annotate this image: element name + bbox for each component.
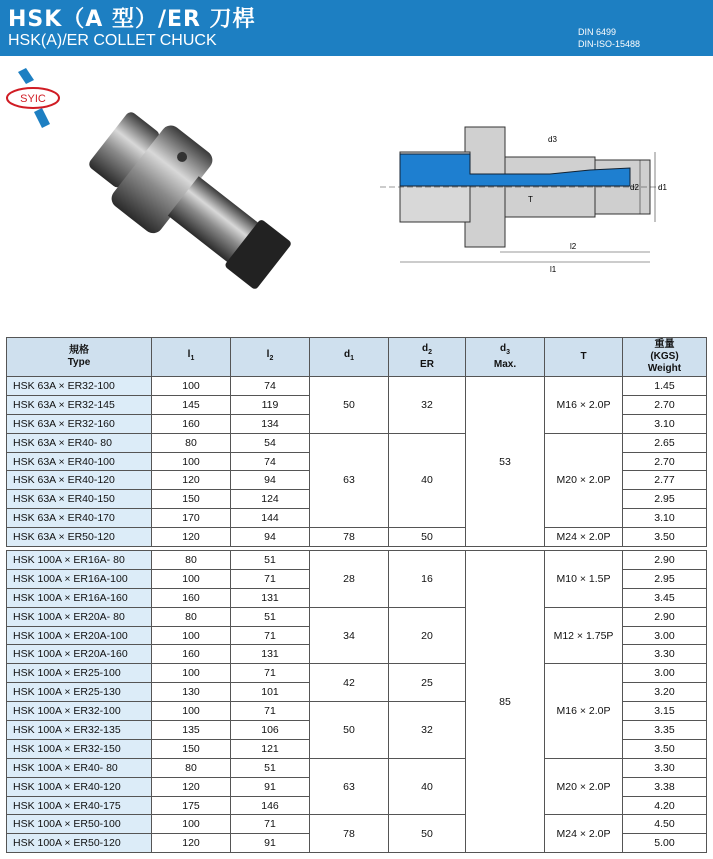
cell-weight: 3.50 bbox=[623, 528, 707, 547]
table-row bbox=[7, 377, 707, 396]
header-l2: $l_2$ bbox=[231, 338, 310, 377]
cell-l1: 100 bbox=[152, 569, 231, 588]
cell-weight: 3.30 bbox=[623, 758, 707, 777]
cell-type: HSK 100A × ER20A- 80 bbox=[7, 607, 152, 626]
cell-type: HSK 63A × ER32-145 bbox=[7, 395, 152, 414]
cell-l1: 80 bbox=[152, 758, 231, 777]
standard-din: DIN 6499 bbox=[578, 27, 617, 37]
cell-T: M24 × 2.0P bbox=[545, 528, 623, 547]
cell-d1: 50 bbox=[310, 702, 389, 759]
cell-type: HSK 100A × ER16A-160 bbox=[7, 588, 152, 607]
spec-table bbox=[6, 337, 707, 853]
cell-l1: 100 bbox=[152, 377, 231, 396]
cell-weight: 2.90 bbox=[623, 551, 707, 570]
cell-d3: 85 bbox=[466, 551, 545, 853]
technical-drawing bbox=[370, 112, 670, 292]
label-d2: d2 bbox=[630, 183, 639, 192]
cell-l2: 101 bbox=[231, 683, 310, 702]
cell-weight: 3.38 bbox=[623, 777, 707, 796]
cell-l2: 124 bbox=[231, 490, 310, 509]
cell-l1: 100 bbox=[152, 702, 231, 721]
cell-l1: 160 bbox=[152, 645, 231, 664]
cell-d1: 63 bbox=[310, 758, 389, 815]
cell-l1: 160 bbox=[152, 414, 231, 433]
cell-type: HSK 63A × ER40-170 bbox=[7, 509, 152, 528]
cell-weight: 3.10 bbox=[623, 509, 707, 528]
cell-d1: 63 bbox=[310, 433, 389, 527]
cell-weight: 3.10 bbox=[623, 414, 707, 433]
cell-d1: 34 bbox=[310, 607, 389, 664]
table-row bbox=[7, 607, 707, 626]
cell-l2: 71 bbox=[231, 815, 310, 834]
page-subtitle: HSK(A)/ER COLLET CHUCK bbox=[8, 32, 217, 49]
cell-d2: 25 bbox=[389, 664, 466, 702]
table-row bbox=[7, 528, 707, 547]
cell-weight: 1.45 bbox=[623, 377, 707, 396]
label-l2: l2 bbox=[570, 242, 577, 251]
cell-weight: 3.20 bbox=[623, 683, 707, 702]
cell-type: HSK 63A × ER40-120 bbox=[7, 471, 152, 490]
cell-d1: 78 bbox=[310, 528, 389, 547]
cell-type: HSK 100A × ER25-100 bbox=[7, 664, 152, 683]
cell-type: HSK 100A × ER40-175 bbox=[7, 796, 152, 815]
cell-type: HSK 100A × ER16A-100 bbox=[7, 569, 152, 588]
cell-T: M10 × 1.5P bbox=[545, 551, 623, 608]
cell-l2: 119 bbox=[231, 395, 310, 414]
cell-T: M20 × 2.0P bbox=[545, 758, 623, 815]
cell-d2: 32 bbox=[389, 377, 466, 434]
logo-text: SYIC bbox=[20, 93, 46, 105]
header-d2: $d_2$ ER bbox=[389, 338, 466, 377]
cell-weight: 4.20 bbox=[623, 796, 707, 815]
cell-l2: 94 bbox=[231, 528, 310, 547]
label-l1: l1 bbox=[550, 265, 557, 274]
cell-type: HSK 63A × ER50-120 bbox=[7, 528, 152, 547]
cell-type: HSK 63A × ER32-160 bbox=[7, 414, 152, 433]
header-l1: $l_1$ bbox=[152, 338, 231, 377]
cell-weight: 2.65 bbox=[623, 433, 707, 452]
table-row bbox=[7, 433, 707, 452]
cell-l1: 120 bbox=[152, 777, 231, 796]
cell-type: HSK 100A × ER40- 80 bbox=[7, 758, 152, 777]
cell-d2: 20 bbox=[389, 607, 466, 664]
product-photo bbox=[70, 110, 300, 310]
label-d3: d3 bbox=[548, 135, 557, 144]
cell-d1: 42 bbox=[310, 664, 389, 702]
cell-d3: 53 bbox=[466, 377, 545, 547]
cell-l1: 80 bbox=[152, 607, 231, 626]
cell-d2: 50 bbox=[389, 815, 466, 853]
cell-l2: 91 bbox=[231, 834, 310, 853]
cell-type: HSK 100A × ER50-120 bbox=[7, 834, 152, 853]
cell-l2: 121 bbox=[231, 739, 310, 758]
cell-type: HSK 100A × ER16A- 80 bbox=[7, 551, 152, 570]
cell-l1: 160 bbox=[152, 588, 231, 607]
cell-l1: 150 bbox=[152, 490, 231, 509]
cell-type: HSK 100A × ER32-135 bbox=[7, 721, 152, 740]
cell-l2: 74 bbox=[231, 452, 310, 471]
cell-T: M16 × 2.0P bbox=[545, 377, 623, 434]
cell-T: M16 × 2.0P bbox=[545, 664, 623, 758]
cell-weight: 5.00 bbox=[623, 834, 707, 853]
cell-l1: 120 bbox=[152, 528, 231, 547]
cell-l2: 74 bbox=[231, 377, 310, 396]
cell-d2: 50 bbox=[389, 528, 466, 547]
cell-T: M24 × 2.0P bbox=[545, 815, 623, 853]
cell-weight: 2.70 bbox=[623, 452, 707, 471]
cell-d2: 32 bbox=[389, 702, 466, 759]
table-row bbox=[7, 551, 707, 570]
cell-d1: 50 bbox=[310, 377, 389, 434]
header-banner bbox=[0, 0, 713, 56]
cell-l1: 80 bbox=[152, 551, 231, 570]
cell-d2: 16 bbox=[389, 551, 466, 608]
table-row bbox=[7, 758, 707, 777]
cell-type: HSK 100A × ER32-150 bbox=[7, 739, 152, 758]
cell-l1: 145 bbox=[152, 395, 231, 414]
cell-l2: 51 bbox=[231, 758, 310, 777]
cell-l1: 120 bbox=[152, 471, 231, 490]
cell-l1: 100 bbox=[152, 626, 231, 645]
table-row bbox=[7, 815, 707, 834]
page-title: HSK（A 型）/ER 刀桿 bbox=[8, 7, 256, 32]
cell-weight: 3.15 bbox=[623, 702, 707, 721]
cell-type: HSK 100A × ER50-100 bbox=[7, 815, 152, 834]
cell-weight: 3.50 bbox=[623, 739, 707, 758]
cell-type: HSK 100A × ER25-130 bbox=[7, 683, 152, 702]
cell-T: M12 × 1.75P bbox=[545, 607, 623, 664]
cell-type: HSK 63A × ER40-100 bbox=[7, 452, 152, 471]
cell-l1: 135 bbox=[152, 721, 231, 740]
cell-type: HSK 63A × ER40-150 bbox=[7, 490, 152, 509]
cell-l1: 170 bbox=[152, 509, 231, 528]
syic-logo bbox=[4, 66, 62, 130]
cell-l2: 146 bbox=[231, 796, 310, 815]
cell-l1: 80 bbox=[152, 433, 231, 452]
cell-weight: 3.45 bbox=[623, 588, 707, 607]
cell-d1: 78 bbox=[310, 815, 389, 853]
cell-l2: 91 bbox=[231, 777, 310, 796]
cell-type: HSK 100A × ER20A-160 bbox=[7, 645, 152, 664]
cell-l2: 131 bbox=[231, 588, 310, 607]
cell-type: HSK 100A × ER40-120 bbox=[7, 777, 152, 796]
cell-weight: 3.35 bbox=[623, 721, 707, 740]
cell-l2: 54 bbox=[231, 433, 310, 452]
cell-weight: 2.70 bbox=[623, 395, 707, 414]
cell-l1: 150 bbox=[152, 739, 231, 758]
cell-l2: 71 bbox=[231, 702, 310, 721]
cell-weight: 2.95 bbox=[623, 569, 707, 588]
cell-l1: 120 bbox=[152, 834, 231, 853]
cell-l2: 94 bbox=[231, 471, 310, 490]
cell-weight: 3.30 bbox=[623, 645, 707, 664]
cell-type: HSK 63A × ER40- 80 bbox=[7, 433, 152, 452]
cell-l1: 130 bbox=[152, 683, 231, 702]
cell-l2: 131 bbox=[231, 645, 310, 664]
cell-l1: 100 bbox=[152, 452, 231, 471]
cell-d1: 28 bbox=[310, 551, 389, 608]
header-T: T bbox=[545, 338, 623, 377]
cell-l2: 134 bbox=[231, 414, 310, 433]
cell-type: HSK 100A × ER32-100 bbox=[7, 702, 152, 721]
table-row bbox=[7, 664, 707, 683]
cell-d2: 40 bbox=[389, 433, 466, 527]
cell-l1: 100 bbox=[152, 815, 231, 834]
cell-l2: 51 bbox=[231, 551, 310, 570]
standard-iso: DIN-ISO-15488 bbox=[578, 39, 641, 49]
header-d3: $d_3$ Max. bbox=[466, 338, 545, 377]
cell-l2: 71 bbox=[231, 569, 310, 588]
cell-type: HSK 100A × ER20A-100 bbox=[7, 626, 152, 645]
cell-l2: 71 bbox=[231, 664, 310, 683]
label-T: T bbox=[528, 195, 533, 204]
cell-weight: 2.95 bbox=[623, 490, 707, 509]
cell-type: HSK 63A × ER32-100 bbox=[7, 377, 152, 396]
cell-l2: 71 bbox=[231, 626, 310, 645]
header-type: 規格 Type bbox=[7, 338, 152, 377]
table-header-row bbox=[7, 338, 707, 377]
cell-weight: 4.50 bbox=[623, 815, 707, 834]
cell-T: M20 × 2.0P bbox=[545, 433, 623, 527]
cell-d2: 40 bbox=[389, 758, 466, 815]
header-weight: 重量 (KGS) Weight bbox=[623, 338, 707, 377]
cell-weight: 3.00 bbox=[623, 664, 707, 683]
cell-weight: 2.77 bbox=[623, 471, 707, 490]
cell-l2: 144 bbox=[231, 509, 310, 528]
header-d1: $d_1$ bbox=[310, 338, 389, 377]
cell-l2: 106 bbox=[231, 721, 310, 740]
cell-l2: 51 bbox=[231, 607, 310, 626]
cell-weight: 3.00 bbox=[623, 626, 707, 645]
label-d1: d1 bbox=[658, 183, 667, 192]
cell-l1: 100 bbox=[152, 664, 231, 683]
cell-l1: 175 bbox=[152, 796, 231, 815]
cell-weight: 2.90 bbox=[623, 607, 707, 626]
